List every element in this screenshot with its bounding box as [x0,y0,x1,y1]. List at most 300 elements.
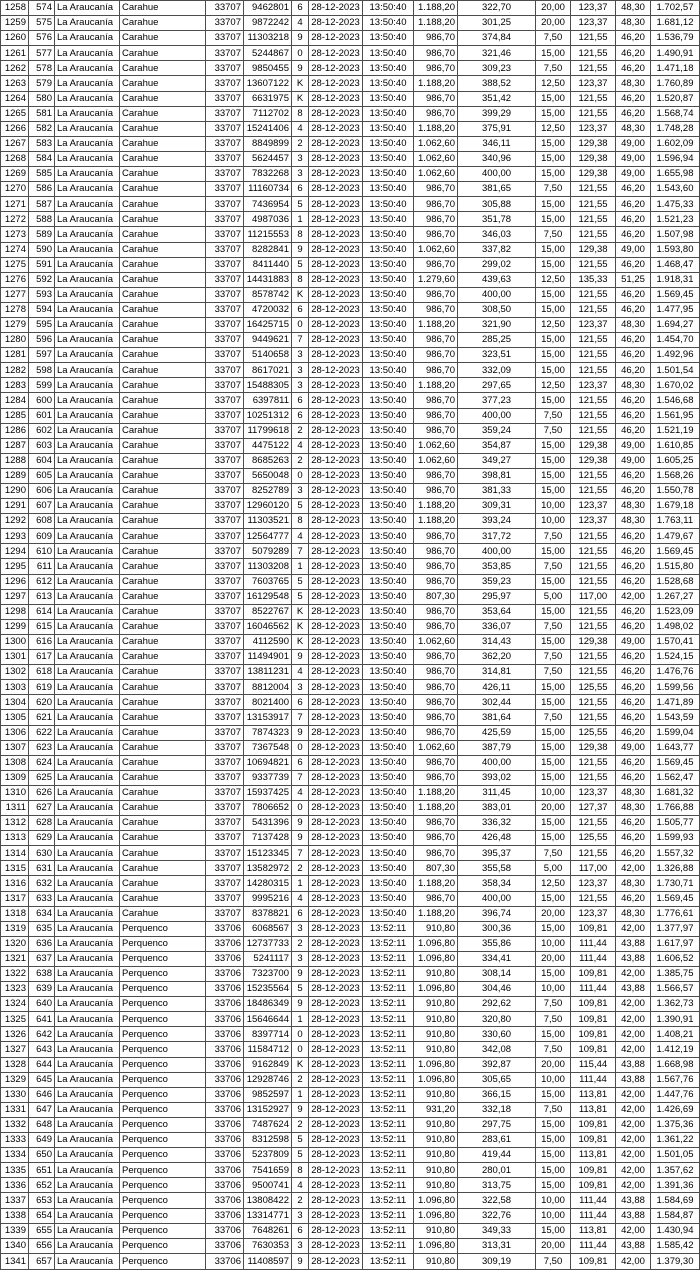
cell-time[interactable]: 13:50:40 [363,740,414,755]
cell-amount-base[interactable]: 986,70 [414,393,458,408]
cell-check-digit[interactable]: 4 [292,438,309,453]
cell-date[interactable]: 28-12-2023 [309,197,363,212]
cell-commune[interactable]: Carahue [120,589,206,604]
cell-amount-fee1[interactable]: 123,37 [571,378,616,393]
cell-id-number[interactable]: 8282841 [244,242,292,257]
cell-amount-total[interactable]: 1.543,60 [651,182,700,197]
cell-office-code[interactable]: 33706 [206,982,244,997]
cell-commune[interactable]: Carahue [120,76,206,91]
cell-amount-base[interactable]: 910,80 [414,1117,458,1132]
cell-amount-variable[interactable]: 332,09 [458,363,536,378]
cell-amount-variable[interactable]: 334,41 [458,951,536,966]
cell-id-number[interactable]: 11215553 [244,227,292,242]
cell-check-digit[interactable]: 9 [292,967,309,982]
cell-amount-base[interactable]: 986,70 [414,574,458,589]
cell-commune[interactable]: Perquenco [120,1102,206,1117]
cell-commune[interactable]: Carahue [120,197,206,212]
cell-office-code[interactable]: 33707 [206,468,244,483]
cell-amount-variable[interactable]: 297,65 [458,378,536,393]
cell-check-digit[interactable]: 6 [292,302,309,317]
cell-amount-small[interactable]: 7,50 [536,423,571,438]
cell-sequence-number[interactable]: 652 [29,1178,55,1193]
cell-amount-fee2[interactable]: 49,00 [616,634,651,649]
cell-row-number[interactable]: 1278 [1,302,29,317]
cell-amount-base[interactable]: 986,70 [414,484,458,499]
cell-amount-base[interactable]: 1.096,80 [414,1193,458,1208]
cell-office-code[interactable]: 33707 [206,136,244,151]
cell-amount-base[interactable]: 1.062,60 [414,151,458,166]
cell-amount-base[interactable]: 1.188,20 [414,16,458,31]
cell-amount-small[interactable]: 15,00 [536,634,571,649]
cell-office-code[interactable]: 33707 [206,770,244,785]
cell-id-number[interactable]: 10251312 [244,408,292,423]
cell-amount-small[interactable]: 15,00 [536,287,571,302]
cell-sequence-number[interactable]: 596 [29,333,55,348]
cell-amount-small[interactable]: 7,50 [536,31,571,46]
cell-date[interactable]: 28-12-2023 [309,1148,363,1163]
cell-time[interactable]: 13:50:40 [363,46,414,61]
cell-amount-small[interactable]: 15,00 [536,438,571,453]
cell-date[interactable]: 28-12-2023 [309,1102,363,1117]
cell-commune[interactable]: Carahue [120,785,206,800]
cell-check-digit[interactable]: 8 [292,227,309,242]
cell-region[interactable]: La Araucanía [55,242,120,257]
cell-amount-fee1[interactable]: 129,38 [571,634,616,649]
cell-time[interactable]: 13:52:11 [363,1133,414,1148]
cell-date[interactable]: 28-12-2023 [309,755,363,770]
cell-commune[interactable]: Carahue [120,302,206,317]
cell-time[interactable]: 13:52:11 [363,1163,414,1178]
cell-sequence-number[interactable]: 623 [29,740,55,755]
cell-check-digit[interactable]: 6 [292,182,309,197]
cell-amount-variable[interactable]: 387,79 [458,740,536,755]
cell-commune[interactable]: Perquenco [120,1042,206,1057]
cell-check-digit[interactable]: 6 [292,393,309,408]
cell-date[interactable]: 28-12-2023 [309,333,363,348]
cell-check-digit[interactable]: 4 [292,121,309,136]
cell-region[interactable]: La Araucanía [55,619,120,634]
cell-check-digit[interactable]: 6 [292,1223,309,1238]
cell-row-number[interactable]: 1261 [1,46,29,61]
cell-amount-fee1[interactable]: 113,81 [571,1102,616,1117]
cell-time[interactable]: 13:52:11 [363,1117,414,1132]
cell-sequence-number[interactable]: 606 [29,484,55,499]
cell-id-number[interactable]: 4987036 [244,212,292,227]
cell-time[interactable]: 13:50:40 [363,604,414,619]
cell-amount-base[interactable]: 986,70 [414,182,458,197]
cell-sequence-number[interactable]: 580 [29,91,55,106]
cell-amount-total[interactable]: 1.694,27 [651,317,700,332]
cell-sequence-number[interactable]: 608 [29,514,55,529]
cell-amount-small[interactable]: 15,00 [536,167,571,182]
cell-office-code[interactable]: 33706 [206,1102,244,1117]
cell-sequence-number[interactable]: 657 [29,1253,55,1269]
cell-amount-fee2[interactable]: 43,88 [616,1208,651,1223]
cell-time[interactable]: 13:52:11 [363,1193,414,1208]
cell-amount-base[interactable]: 910,80 [414,1253,458,1269]
cell-amount-variable[interactable]: 381,65 [458,182,536,197]
cell-row-number[interactable]: 1273 [1,227,29,242]
cell-amount-base[interactable]: 1.096,80 [414,1057,458,1072]
cell-amount-total[interactable]: 1.505,77 [651,816,700,831]
cell-amount-small[interactable]: 15,00 [536,484,571,499]
cell-amount-variable[interactable]: 321,46 [458,46,536,61]
cell-amount-variable[interactable]: 340,96 [458,151,536,166]
cell-office-code[interactable]: 33707 [206,182,244,197]
cell-amount-fee1[interactable]: 111,44 [571,1208,616,1223]
cell-amount-base[interactable]: 1.188,20 [414,499,458,514]
cell-check-digit[interactable]: 2 [292,136,309,151]
cell-region[interactable]: La Araucanía [55,453,120,468]
cell-row-number[interactable]: 1258 [1,1,29,16]
cell-sequence-number[interactable]: 604 [29,453,55,468]
cell-region[interactable]: La Araucanía [55,136,120,151]
cell-region[interactable]: La Araucanía [55,740,120,755]
cell-region[interactable]: La Araucanía [55,91,120,106]
cell-amount-variable[interactable]: 346,03 [458,227,536,242]
cell-commune[interactable]: Carahue [120,257,206,272]
cell-date[interactable]: 28-12-2023 [309,212,363,227]
cell-office-code[interactable]: 33706 [206,1208,244,1223]
cell-amount-fee2[interactable]: 46,20 [616,529,651,544]
cell-commune[interactable]: Carahue [120,499,206,514]
cell-id-number[interactable]: 7603765 [244,574,292,589]
cell-amount-base[interactable]: 1.096,80 [414,1238,458,1253]
cell-row-number[interactable]: 1328 [1,1057,29,1072]
cell-amount-fee2[interactable]: 46,20 [616,348,651,363]
cell-amount-fee2[interactable]: 46,20 [616,423,651,438]
cell-row-number[interactable]: 1323 [1,982,29,997]
cell-amount-fee1[interactable]: 125,55 [571,680,616,695]
cell-row-number[interactable]: 1283 [1,378,29,393]
cell-sequence-number[interactable]: 589 [29,227,55,242]
cell-amount-variable[interactable]: 292,62 [458,997,536,1012]
cell-amount-fee1[interactable]: 121,55 [571,348,616,363]
cell-amount-fee1[interactable]: 121,55 [571,106,616,121]
cell-row-number[interactable]: 1297 [1,589,29,604]
cell-id-number[interactable]: 11584712 [244,1042,292,1057]
cell-check-digit[interactable]: 3 [292,378,309,393]
cell-date[interactable]: 28-12-2023 [309,182,363,197]
cell-amount-base[interactable]: 910,80 [414,1087,458,1102]
cell-amount-fee1[interactable]: 111,44 [571,1072,616,1087]
cell-amount-base[interactable]: 986,70 [414,227,458,242]
cell-time[interactable]: 13:52:11 [363,1087,414,1102]
cell-region[interactable]: La Araucanía [55,1012,120,1027]
cell-commune[interactable]: Carahue [120,725,206,740]
cell-amount-total[interactable]: 1.523,09 [651,604,700,619]
cell-amount-small[interactable]: 5,00 [536,861,571,876]
cell-row-number[interactable]: 1325 [1,1012,29,1027]
cell-region[interactable]: La Araucanía [55,378,120,393]
cell-check-digit[interactable]: 5 [292,1133,309,1148]
cell-amount-fee1[interactable]: 121,55 [571,468,616,483]
cell-amount-variable[interactable]: 358,34 [458,876,536,891]
cell-amount-small[interactable]: 15,00 [536,695,571,710]
cell-id-number[interactable]: 11408597 [244,1253,292,1269]
cell-time[interactable]: 13:50:40 [363,770,414,785]
cell-amount-base[interactable]: 910,80 [414,1027,458,1042]
cell-sequence-number[interactable]: 649 [29,1133,55,1148]
cell-row-number[interactable]: 1287 [1,438,29,453]
cell-id-number[interactable]: 7112702 [244,106,292,121]
cell-amount-fee2[interactable]: 42,00 [616,1117,651,1132]
cell-date[interactable]: 28-12-2023 [309,846,363,861]
cell-date[interactable]: 28-12-2023 [309,831,363,846]
cell-sequence-number[interactable]: 602 [29,423,55,438]
cell-row-number[interactable]: 1300 [1,634,29,649]
cell-amount-fee1[interactable]: 111,44 [571,951,616,966]
cell-check-digit[interactable]: 7 [292,710,309,725]
cell-amount-small[interactable]: 10,00 [536,514,571,529]
cell-amount-fee2[interactable]: 49,00 [616,136,651,151]
cell-date[interactable]: 28-12-2023 [309,544,363,559]
cell-office-code[interactable]: 33707 [206,680,244,695]
cell-date[interactable]: 28-12-2023 [309,378,363,393]
cell-amount-base[interactable]: 986,70 [414,197,458,212]
cell-region[interactable]: La Araucanía [55,770,120,785]
cell-time[interactable]: 13:52:11 [363,1178,414,1193]
cell-amount-total[interactable]: 1.326,88 [651,861,700,876]
cell-office-code[interactable]: 33707 [206,589,244,604]
cell-amount-small[interactable]: 15,00 [536,1148,571,1163]
cell-amount-base[interactable]: 1.096,80 [414,951,458,966]
cell-amount-small[interactable]: 15,00 [536,1087,571,1102]
cell-amount-fee2[interactable]: 43,88 [616,1193,651,1208]
cell-check-digit[interactable]: 2 [292,1072,309,1087]
cell-amount-fee2[interactable]: 46,20 [616,31,651,46]
cell-row-number[interactable]: 1281 [1,348,29,363]
cell-office-code[interactable]: 33707 [206,272,244,287]
cell-row-number[interactable]: 1334 [1,1148,29,1163]
cell-office-code[interactable]: 33707 [206,665,244,680]
cell-date[interactable]: 28-12-2023 [309,650,363,665]
cell-amount-small[interactable]: 15,00 [536,363,571,378]
cell-amount-small[interactable]: 10,00 [536,936,571,951]
cell-amount-fee2[interactable]: 42,00 [616,1133,651,1148]
cell-region[interactable]: La Araucanía [55,151,120,166]
cell-amount-small[interactable]: 15,00 [536,755,571,770]
cell-row-number[interactable]: 1303 [1,680,29,695]
cell-region[interactable]: La Araucanía [55,363,120,378]
cell-amount-total[interactable]: 1.602,09 [651,136,700,151]
cell-commune[interactable]: Carahue [120,650,206,665]
cell-row-number[interactable]: 1282 [1,363,29,378]
cell-amount-variable[interactable]: 299,02 [458,257,536,272]
cell-amount-fee1[interactable]: 121,55 [571,257,616,272]
cell-id-number[interactable]: 9995216 [244,891,292,906]
cell-amount-total[interactable]: 1.569,45 [651,891,700,906]
cell-amount-fee2[interactable]: 48,30 [616,499,651,514]
cell-amount-variable[interactable]: 313,75 [458,1178,536,1193]
cell-region[interactable]: La Araucanía [55,468,120,483]
cell-region[interactable]: La Araucanía [55,695,120,710]
cell-time[interactable]: 13:50:40 [363,227,414,242]
cell-amount-small[interactable]: 7,50 [536,619,571,634]
cell-amount-small[interactable]: 15,00 [536,967,571,982]
cell-amount-total[interactable]: 1.681,12 [651,16,700,31]
cell-commune[interactable]: Carahue [120,333,206,348]
cell-amount-base[interactable]: 1.096,80 [414,1072,458,1087]
cell-amount-base[interactable]: 986,70 [414,846,458,861]
cell-row-number[interactable]: 1306 [1,725,29,740]
cell-time[interactable]: 13:52:11 [363,1102,414,1117]
cell-commune[interactable]: Carahue [120,559,206,574]
cell-time[interactable]: 13:50:40 [363,453,414,468]
cell-region[interactable]: La Araucanía [55,1057,120,1072]
cell-office-code[interactable]: 33706 [206,921,244,936]
cell-region[interactable]: La Araucanía [55,755,120,770]
cell-id-number[interactable]: 5140658 [244,348,292,363]
cell-amount-fee2[interactable]: 49,00 [616,438,651,453]
cell-check-digit[interactable]: 3 [292,167,309,182]
cell-check-digit[interactable]: 3 [292,951,309,966]
cell-amount-small[interactable]: 10,00 [536,1193,571,1208]
cell-time[interactable]: 13:50:40 [363,725,414,740]
cell-amount-small[interactable]: 7,50 [536,846,571,861]
cell-region[interactable]: La Araucanía [55,317,120,332]
cell-amount-base[interactable]: 986,70 [414,559,458,574]
cell-id-number[interactable]: 8312598 [244,1133,292,1148]
cell-amount-variable[interactable]: 309,31 [458,499,536,514]
cell-amount-base[interactable]: 986,70 [414,468,458,483]
cell-time[interactable]: 13:52:11 [363,1223,414,1238]
cell-office-code[interactable]: 33707 [206,816,244,831]
cell-commune[interactable]: Perquenco [120,921,206,936]
cell-region[interactable]: La Araucanía [55,680,120,695]
cell-row-number[interactable]: 1341 [1,1253,29,1269]
cell-amount-total[interactable]: 1.412,19 [651,1042,700,1057]
cell-time[interactable]: 13:50:40 [363,287,414,302]
cell-sequence-number[interactable]: 592 [29,272,55,287]
cell-amount-fee2[interactable]: 46,20 [616,831,651,846]
cell-amount-fee1[interactable]: 117,00 [571,589,616,604]
cell-amount-fee1[interactable]: 129,38 [571,453,616,468]
cell-id-number[interactable]: 4112590 [244,634,292,649]
cell-time[interactable]: 13:50:40 [363,182,414,197]
cell-amount-fee1[interactable]: 121,55 [571,363,616,378]
cell-amount-total[interactable]: 1.479,67 [651,529,700,544]
cell-time[interactable]: 13:50:40 [363,846,414,861]
cell-check-digit[interactable]: 6 [292,1,309,16]
cell-amount-total[interactable]: 1.566,57 [651,982,700,997]
cell-date[interactable]: 28-12-2023 [309,136,363,151]
cell-time[interactable]: 13:52:11 [363,1072,414,1087]
cell-amount-base[interactable]: 986,70 [414,363,458,378]
cell-id-number[interactable]: 9850455 [244,61,292,76]
cell-commune[interactable]: Carahue [120,182,206,197]
cell-region[interactable]: La Araucanía [55,1072,120,1087]
cell-region[interactable]: La Araucanía [55,438,120,453]
cell-row-number[interactable]: 1304 [1,695,29,710]
cell-id-number[interactable]: 15488305 [244,378,292,393]
cell-time[interactable]: 13:50:40 [363,529,414,544]
cell-check-digit[interactable]: 4 [292,529,309,544]
cell-amount-variable[interactable]: 354,87 [458,438,536,453]
cell-amount-fee1[interactable]: 111,44 [571,1193,616,1208]
cell-date[interactable]: 28-12-2023 [309,1012,363,1027]
cell-amount-fee1[interactable]: 109,81 [571,1163,616,1178]
cell-region[interactable]: La Araucanía [55,197,120,212]
cell-date[interactable]: 28-12-2023 [309,800,363,815]
cell-office-code[interactable]: 33706 [206,967,244,982]
cell-amount-small[interactable]: 15,00 [536,453,571,468]
cell-amount-small[interactable]: 7,50 [536,182,571,197]
cell-amount-base[interactable]: 1.062,60 [414,167,458,182]
cell-check-digit[interactable]: 3 [292,921,309,936]
cell-amount-variable[interactable]: 393,24 [458,514,536,529]
cell-sequence-number[interactable]: 647 [29,1102,55,1117]
cell-id-number[interactable]: 5431396 [244,816,292,831]
cell-row-number[interactable]: 1310 [1,785,29,800]
cell-commune[interactable]: Carahue [120,740,206,755]
cell-amount-fee2[interactable]: 46,20 [616,408,651,423]
cell-amount-total[interactable]: 1.501,54 [651,363,700,378]
cell-sequence-number[interactable]: 605 [29,468,55,483]
cell-id-number[interactable]: 12564777 [244,529,292,544]
cell-id-number[interactable]: 8578742 [244,287,292,302]
cell-amount-total[interactable]: 1.471,18 [651,61,700,76]
cell-amount-variable[interactable]: 323,51 [458,348,536,363]
cell-row-number[interactable]: 1311 [1,800,29,815]
cell-date[interactable]: 28-12-2023 [309,906,363,921]
cell-sequence-number[interactable]: 643 [29,1042,55,1057]
cell-amount-total[interactable]: 1.562,47 [651,770,700,785]
cell-sequence-number[interactable]: 612 [29,574,55,589]
cell-region[interactable]: La Araucanía [55,287,120,302]
cell-id-number[interactable]: 7541659 [244,1163,292,1178]
cell-amount-fee1[interactable]: 109,81 [571,921,616,936]
cell-amount-variable[interactable]: 362,20 [458,650,536,665]
cell-amount-small[interactable]: 10,00 [536,499,571,514]
cell-row-number[interactable]: 1302 [1,665,29,680]
cell-row-number[interactable]: 1279 [1,317,29,332]
cell-date[interactable]: 28-12-2023 [309,227,363,242]
cell-check-digit[interactable]: 0 [292,317,309,332]
cell-amount-fee2[interactable]: 46,20 [616,212,651,227]
cell-id-number[interactable]: 7323700 [244,967,292,982]
cell-region[interactable]: La Araucanía [55,529,120,544]
cell-amount-variable[interactable]: 383,01 [458,800,536,815]
cell-id-number[interactable]: 9852597 [244,1087,292,1102]
cell-region[interactable]: La Araucanía [55,1042,120,1057]
cell-time[interactable]: 13:50:40 [363,438,414,453]
cell-check-digit[interactable]: 0 [292,740,309,755]
cell-amount-fee1[interactable]: 129,38 [571,151,616,166]
cell-date[interactable]: 28-12-2023 [309,363,363,378]
cell-amount-small[interactable]: 15,00 [536,333,571,348]
cell-check-digit[interactable]: 7 [292,846,309,861]
cell-amount-base[interactable]: 986,70 [414,302,458,317]
cell-time[interactable]: 13:50:40 [363,16,414,31]
cell-amount-small[interactable]: 15,00 [536,91,571,106]
cell-amount-total[interactable]: 1.584,87 [651,1208,700,1223]
cell-amount-fee2[interactable]: 48,30 [616,1,651,16]
cell-check-digit[interactable]: 3 [292,1238,309,1253]
cell-amount-small[interactable]: 15,00 [536,212,571,227]
cell-row-number[interactable]: 1263 [1,76,29,91]
cell-sequence-number[interactable]: 613 [29,589,55,604]
cell-date[interactable]: 28-12-2023 [309,1133,363,1148]
cell-amount-variable[interactable]: 353,64 [458,604,536,619]
cell-check-digit[interactable]: 4 [292,891,309,906]
cell-amount-variable[interactable]: 317,72 [458,529,536,544]
cell-amount-variable[interactable]: 305,88 [458,197,536,212]
cell-check-digit[interactable]: 8 [292,1163,309,1178]
cell-amount-total[interactable]: 1.568,26 [651,468,700,483]
cell-amount-fee1[interactable]: 123,37 [571,121,616,136]
cell-time[interactable]: 13:50:40 [363,695,414,710]
